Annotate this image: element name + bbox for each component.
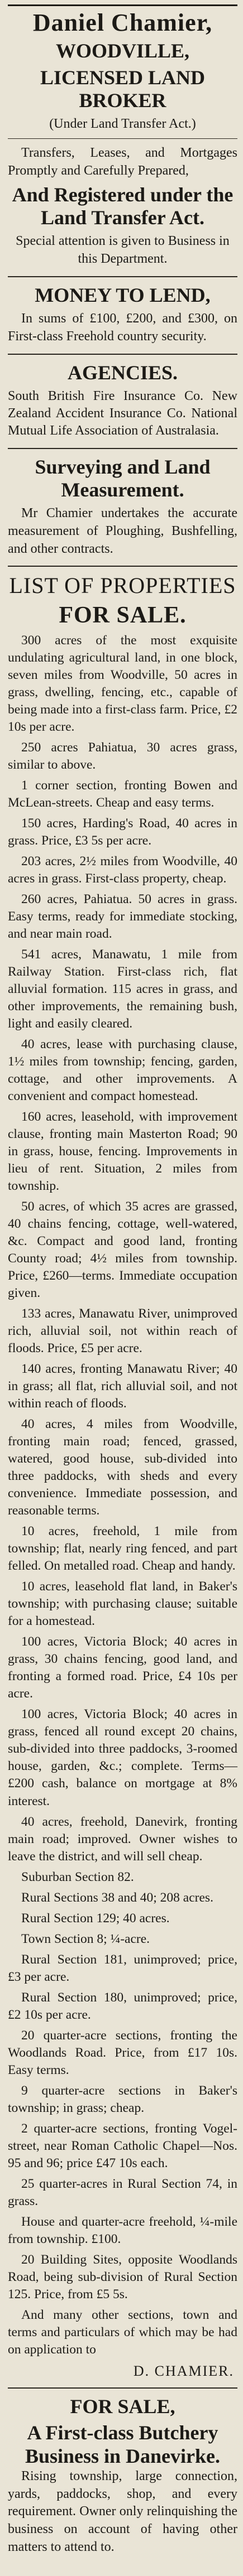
properties-subheading: FOR SALE.: [59, 602, 187, 629]
property-listing: 150 acres, Harding's Road, 40 acres in grass. Price, £3 5s per acre.: [8, 816, 237, 848]
property-listing: 100 acres, Victoria Block; 40 acres in grass, fenced all round except 20 chains, sub-divided into three paddocks, 3-roomed house, garden, &c.; complete. Terms—£200 cash, balance on mortgage at 8% interest.: [8, 1707, 237, 1808]
property-listing: 133 acres, Manawatu River, unimproved rich, alluvial soil, not within reach of floods. Price, £5 per acre.: [8, 1306, 237, 1356]
butchery-heading: A First-class Butchery Business in Danevirke.: [25, 2421, 221, 2467]
property-listing: 260 acres, Pahiatua. 50 acres in grass. Easy terms, ready for immediate stocking, and near main road.: [8, 891, 237, 941]
property-listing: 40 acres, freehold, Danevirk, fronting main road; improved. Owner wishes to leave the district, and will sell cheap.: [8, 1814, 237, 1864]
divider: [8, 566, 237, 567]
property-listing: 50 acres, of which 35 acres are grassed, 40 chains fencing, cottage, well-watered, &c. Compact and good land, fronting County road; 4½ miles from township. Price, £260—terms. Immediate occupation given.: [8, 1199, 237, 1301]
property-listing: 25 quarter-acres in Rural Section 74, in grass.: [8, 2176, 237, 2208]
services-text: Transfers, Leases, and Mortgages Promptly and Carefully Prepared,: [8, 146, 237, 179]
registration-heading: And Registered under the Land Transfer Act.: [12, 183, 234, 229]
divider: [8, 276, 237, 277]
property-listing: 300 acres of the most exquisite undulating agricultural land, in one block, seven miles from Woodville, 50 acres in grass, dwelling, fencing, etc., capable of being made into a first-class farm. Price, £2 10s per acre.: [8, 633, 237, 734]
property-listing: 1 corner section, fronting Bowen and McLean-streets. Cheap and easy terms.: [8, 778, 237, 810]
property-listing: 160 acres, leasehold, with improvement clause, fronting main Masterton Road; 90 in grass, house, fencing. Improvements in lieu of rent. Situation, 2 miles from township.: [8, 1109, 237, 1193]
property-listing: 20 quarter-acre sections, fronting the Woodlands Road. Price, from £17 10s. Easy terms.: [8, 2028, 237, 2077]
money-heading: MONEY TO LEND,: [35, 283, 211, 306]
property-listing: 2 quarter-acre sections, fronting Vogel-street, near Roman Catholic Chapel—Nos. 95 and 96; price £47 10s each.: [8, 2121, 237, 2170]
divider: [8, 354, 237, 355]
money-text: In sums of £100, £200, and £300, on First-class Freehold country security.: [8, 311, 237, 344]
advertiser-name: Daniel Chamier,: [32, 9, 213, 36]
agencies-text: South British Fire Insurance Co. New Zealand Accident Insurance Co. National Mutual Life Association of Australasia.: [8, 388, 237, 438]
property-listing: House and quarter-acre freehold, ¼-mile from township. £100.: [8, 2214, 237, 2246]
property-listing: 9 quarter-acre sections in Baker's township; in grass; cheap.: [8, 2083, 237, 2115]
property-listing: 140 acres, fronting Manawatu River; 40 in grass; all flat, rich alluvial soil, and not within reach of floods.: [8, 1362, 237, 1411]
property-listing: 541 acres, Manawatu, 1 mile from Railway Station. First-class rich, flat alluvial formation. 115 acres in grass, and other improvements, the remaining bush, light and easily cleared.: [8, 947, 237, 1031]
business-subtitle: (Under Land Transfer Act.): [49, 116, 196, 131]
properties-heading: LIST OF PROPERTIES: [9, 573, 236, 599]
town-name: WOODVILLE,: [55, 40, 190, 62]
property-listing: Town Section 8; ¼-acre.: [21, 1931, 150, 1946]
signature: D. CHAMIER.: [133, 2362, 234, 2379]
property-listing: 10 acres, leasehold flat land, in Baker's township; with purchasing clause; suitable for a homestead.: [8, 1579, 237, 1629]
surveying-text: Mr Chamier undertakes the accurate measurement of Ploughing, Bushfelling, and other contracts.: [8, 506, 237, 556]
property-listing: 203 acres, 2½ miles from Woodville, 40 acres in grass. First-class property, cheap.: [8, 853, 237, 886]
divider: [8, 2387, 237, 2389]
services-note: Special attention is given to Business in this Department.: [16, 234, 230, 267]
top-rule: [8, 4, 237, 6]
divider: [8, 448, 237, 449]
property-listing: 20 Building Sites, opposite Woodlands Road, being sub-division of Rural Section 125. Price, from £5 5s.: [8, 2252, 237, 2302]
property-listing: Rural Section 129; 40 acres.: [21, 1911, 170, 1926]
property-listing: 10 acres, freehold, 1 mile from township; flat, nearly ring fenced, and part felled. On metalled road. Cheap and handy.: [8, 1524, 237, 1574]
business-title: LICENSED LAND BROKER: [40, 66, 206, 112]
butchery-text: Rising township, large connection, yards, paddocks, shop, and every requirement. Owner only relinquishing the business on account of having other matters to attend to.: [8, 2469, 237, 2554]
property-listing: 40 acres, lease with purchasing clause, 1½ miles from township; fencing, garden, cottage, and other improvements. A convenient and compact homestead.: [8, 1036, 237, 1103]
property-listing: 40 acres, 4 miles from Woodville, fronting main road; fenced, grassed, watered, good house, sub-divided into three paddocks, with sheds and every convenience. Immediate possession, and reasonable terms.: [8, 1417, 237, 1518]
property-listing: Rural Sections 38 and 40; 208 acres.: [21, 1890, 213, 1905]
divider: [8, 138, 237, 139]
property-listing: Suburban Section 82.: [21, 1869, 134, 1884]
property-listing: And many other sections, town and terms and particulars of which may be had on application to: [8, 2307, 237, 2357]
property-list: [8, 632, 237, 2358]
agencies-heading: AGENCIES.: [67, 361, 178, 384]
surveying-heading: Surveying and Land Measurement.: [35, 455, 211, 501]
property-listing: Rural Section 180, unimproved; price, £2 10s per acre.: [8, 1990, 237, 2022]
property-listing: 250 acres Pahiatua, 30 acres grass, similar to above.: [8, 740, 237, 772]
property-listing: 100 acres, Victoria Block; 40 acres in grass, 30 chains fencing, good land, and fronting a formed road. Price, £4 10s per acre.: [8, 1634, 237, 1701]
property-listing: Rural Section 181, unimproved; price, £3 per acre.: [8, 1952, 237, 1984]
sale-heading: FOR SALE,: [70, 2395, 175, 2418]
